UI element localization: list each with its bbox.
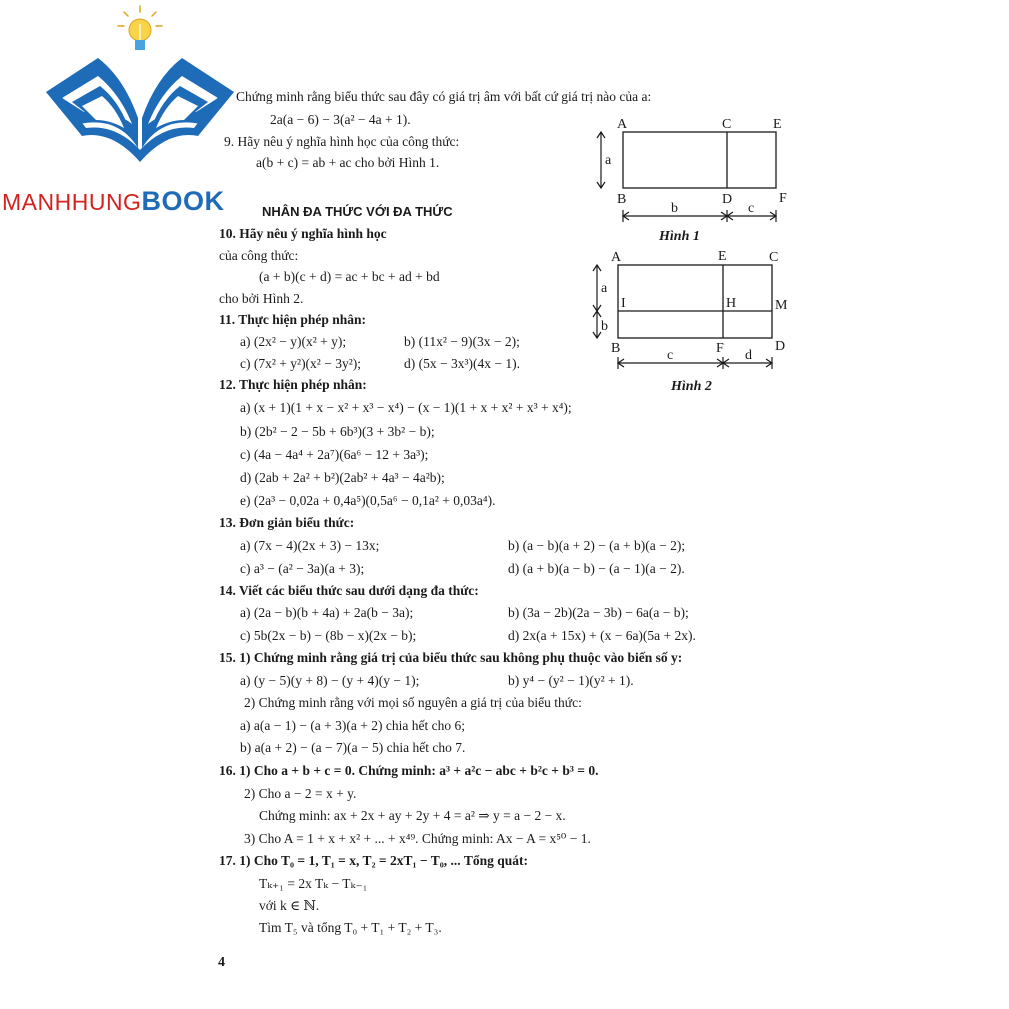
text-line: a) (7x − 4)(2x + 3) − 13x; <box>240 538 380 553</box>
section-heading: NHÂN ĐA THỨC VỚI ĐA THỨC <box>262 204 453 219</box>
figure-2-label-E: E <box>718 249 727 264</box>
figure-2-label-c: c <box>667 348 674 363</box>
figure-1 <box>585 108 805 248</box>
text-line: 2) Cho a − 2 = x + y. <box>244 786 357 801</box>
open-book-icon <box>46 58 234 162</box>
brand-name <box>2 186 224 217</box>
text-line: d) (a + b)(a − b) − (a − 1)(a − 2). <box>508 561 685 576</box>
logo <box>0 0 290 215</box>
text-line: d) (2ab + 2a² + b²)(2ab² + 4a³ − 4a²b); <box>240 470 445 485</box>
exercise-title: 13. Đơn giản biểu thức: <box>219 515 355 530</box>
exercise-title: 15. 1) Chứng minh rằng giá trị của biểu thức sau không phụ thuộc vào biến số y: <box>219 650 683 665</box>
text-line: a) (y − 5)(y + 8) − (y + 4)(y − 1); <box>240 673 420 688</box>
figure-2-caption: Hình 2 <box>671 379 712 394</box>
figure-1-label-c: c <box>748 201 755 216</box>
exercise-title: 11. Thực hiện phép nhân: <box>219 312 367 327</box>
figure-2-label-d: d <box>745 348 752 363</box>
figure-1-caption: Hình 1 <box>659 229 700 244</box>
figure-1-label-B: B <box>617 192 627 207</box>
text-line: a(b + c) = ab + ac cho bởi Hình 1. <box>256 155 440 170</box>
text-line: a) (2x² − y)(x² + y); <box>240 334 347 349</box>
text-line: b) (11x² − 9)(3x − 2); <box>404 334 520 349</box>
exercise-title: 12. Thực hiện phép nhân: <box>219 377 367 392</box>
text-line: (a + b)(c + d) = ac + bc + ad + bd <box>259 269 440 284</box>
text-line: 3) Cho A = 1 + x + x² + ... + x⁴⁹. Chứng minh: Ax − A = x⁵⁰ − 1. <box>244 831 591 846</box>
text-line: 2) Chứng minh rằng với mọi số nguyên a giá trị của biểu thức: <box>244 695 582 710</box>
text-line: d) 2x(a + 15x) + (x − 6a)(5a + 2x). <box>508 628 696 643</box>
light-bulb-icon <box>118 6 162 50</box>
text-line: e) (2a³ − 0,02a + 0,4a⁵)(0,5a⁶ − 0,1a² + 0,03a⁴). <box>240 493 496 508</box>
text-line: 2a(a − 6) − 3(a² − 4a + 1). <box>270 112 411 127</box>
text-line: b) (3a − 2b)(2a − 3b) − 6a(a − b); <box>508 605 689 620</box>
text-line: c) (4a − 4a⁴ + 2a⁷)(6a⁶ − 12 + 3a³); <box>240 447 429 462</box>
figure-1-label-C: C <box>722 117 732 132</box>
text-line: a) (2a − b)(b + 4a) + 2a(b − 3a); <box>240 605 414 620</box>
text-line: a) (x + 1)(1 + x − x² + x³ − x⁴) − (x − 1)(1 + x + x² + x³ + x⁴); <box>240 400 572 415</box>
exercise-title: 10. Hãy nêu ý nghĩa hình học <box>219 226 387 241</box>
brand-name-part1: MANHHUNG <box>2 189 142 215</box>
page-number: 4 <box>218 955 225 970</box>
exercise-title: 17. 1) Cho T₀ = 1, T₁ = x, T₂ = 2xT₁ − T₀, ... Tổng quát: <box>219 853 528 868</box>
text-line: d) (5x − 3x³)(4x − 1). <box>404 356 521 371</box>
figure-1-label-D: D <box>722 192 733 207</box>
text-line: Chứng minh: ax + 2x + ay + 2y + 4 = a² ⇒ y = a − 2 − x. <box>259 808 566 823</box>
text-line: a) a(a − 1) − (a + 3)(a + 2) chia hết cho 6; <box>240 718 465 733</box>
brand-name-part2: BOOK <box>141 186 225 216</box>
figure-1-label-a: a <box>605 153 612 168</box>
figure-2-label-I: I <box>621 296 626 311</box>
figure-2-label-C: C <box>769 250 779 265</box>
text-line: Tₖ₊₁ = 2x Tₖ − Tₖ₋₁ <box>259 876 368 891</box>
figure-2-label-F: F <box>716 341 724 356</box>
figure-2-label-b: b <box>601 319 608 334</box>
text-line: cho bởi Hình 2. <box>219 291 304 306</box>
text-line: b) (a − b)(a + 2) − (a + b)(a − 2); <box>508 538 686 553</box>
figure-2-label-A: A <box>611 250 622 265</box>
figure-2-label-M: M <box>775 298 788 313</box>
figure-2 <box>585 244 805 400</box>
exercise-title: 16. 1) Cho a + b + c = 0. Chứng minh: a³ + a²c − abc + b²c + b³ = 0. <box>219 763 599 778</box>
text-line: 9. Hãy nêu ý nghĩa hình học của công thức: <box>224 134 460 149</box>
text-line: Tìm T₅ và tổng T₀ + T₁ + T₂ + T₃. <box>259 920 442 935</box>
text-line: của công thức: <box>219 248 299 263</box>
figure-1-label-b: b <box>671 201 678 216</box>
figure-2-label-H: H <box>726 296 737 311</box>
figure-2-label-B: B <box>611 341 621 356</box>
text-line: c) a³ − (a² − 3a)(a + 3); <box>240 561 365 576</box>
text-line: b) a(a + 2) − (a − 7)(a − 5) chia hết cho 7. <box>240 740 466 755</box>
figure-2-label-a: a <box>601 281 608 296</box>
text-line: với k ∈ ℕ. <box>259 898 320 913</box>
figure-1-label-F: F <box>779 191 787 206</box>
text-line: c) 5b(2x − b) − (8b − x)(2x − b); <box>240 628 417 643</box>
figure-2-label-D: D <box>775 339 786 354</box>
text-line: b) (2b² − 2 − 5b + 6b³)(3 + 3b² − b); <box>240 424 435 439</box>
exercise-title: 14. Viết các biểu thức sau dưới dạng đa thức: <box>219 583 479 598</box>
text-line: b) y⁴ − (y² − 1)(y² + 1). <box>508 673 634 688</box>
figure-1-label-E: E <box>773 117 782 132</box>
text-line: Chứng minh rằng biểu thức sau đây có giá trị âm với bất cứ giá trị nào của a: <box>236 89 652 104</box>
figure-1-label-A: A <box>617 117 628 132</box>
text-line: c) (7x² + y²)(x² − 3y²); <box>240 356 362 371</box>
